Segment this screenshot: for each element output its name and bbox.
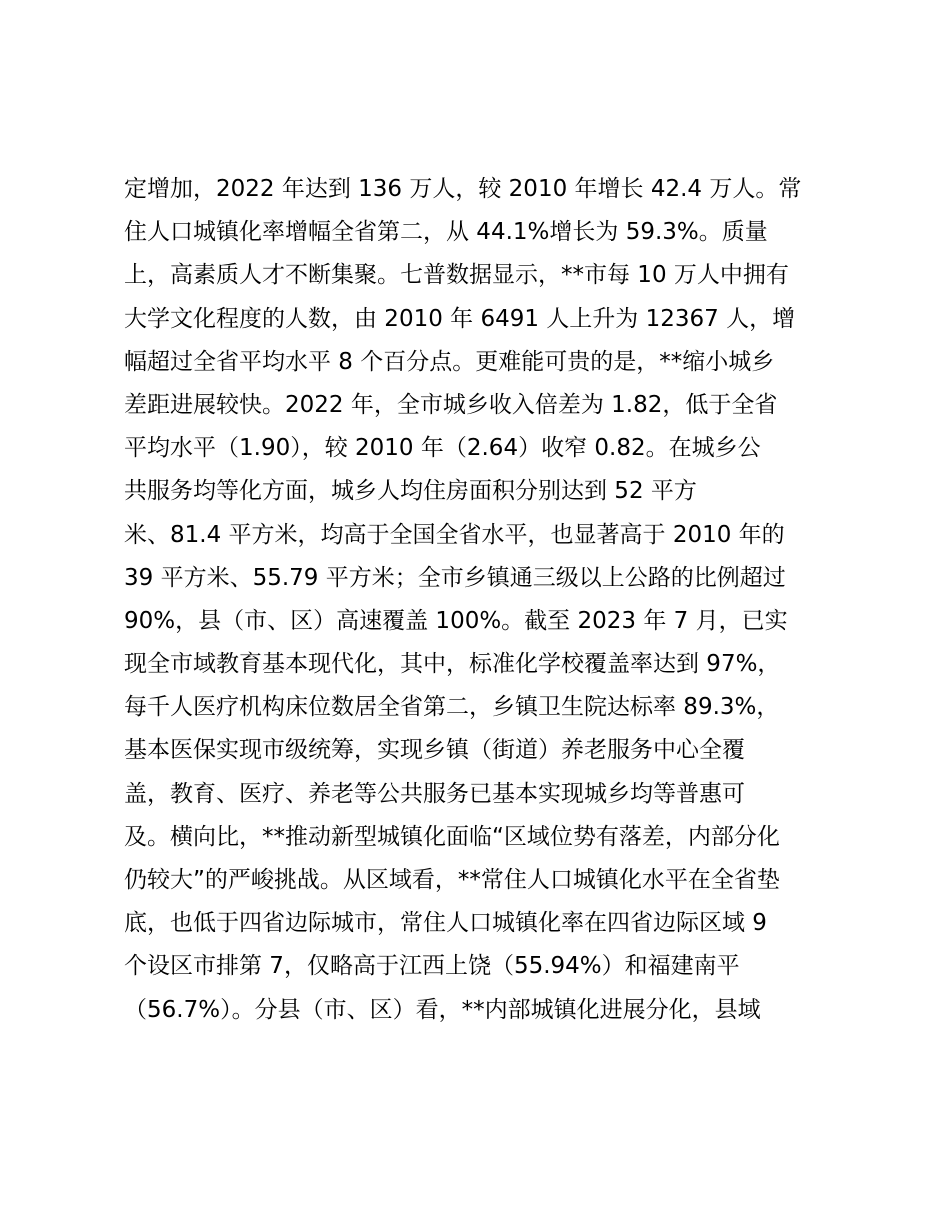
text-line-14: 基本医保实现市级统筹，实现乡镇（街道）养老服务中心全覆 — [124, 737, 745, 764]
text-line-17: 仍较大”的严峻挑战。从区域看，**常住人口城镇化水平在全省垫 — [124, 867, 780, 893]
text-line-6: 差距进展较快。2022 年，全市城乡收入倍差为 1.82，低于全省 — [124, 391, 778, 418]
text-line-8: 共服务均等化方面，城乡人均住房面积分别达到 52 平方 — [124, 478, 697, 505]
text-line-16: 及。横向比，**推动新型城镇化面临“区域位势有落差，内部分化 — [124, 823, 780, 850]
text-line-18: 底，也低于四省边际城市，常住人口城镇化率在四省边际区域 9 — [124, 910, 767, 937]
text-line-13: 每千人医疗机构床位数居全省第二，乡镇卫生院达标率 89.3%， — [124, 694, 780, 721]
text-line-12: 现全市域教育基本现代化，其中，标准化学校覆盖率达到 97%， — [124, 651, 781, 678]
text-line-4: 大学文化程度的人数，由 2010 年 6491 人上升为 12367 人，增 — [124, 305, 796, 332]
text-line-5: 幅超过全省平均水平 8 个百分点。更难能可贵的是，**缩小城乡 — [124, 348, 775, 375]
text-line-3: 上，高素质人才不断集聚。七普数据显示，**市每 10 万人中拥有 — [124, 262, 789, 289]
text-line-1: 定增加，2022 年达到 136 万人，较 2010 年增长 42.4 万人。常 — [124, 176, 802, 202]
body-text — [124, 168, 844, 1032]
text-line-15: 盖，教育、医疗、养老等公共服务已基本实现城乡均等普惠可 — [124, 780, 745, 807]
text-line-10: 39 平方米、55.79 平方米；全市乡镇通三级以上公路的比例超过 — [124, 564, 786, 591]
text-line-2: 住人口城镇化率增幅全省第二，从 44.1%增长为 59.3%。质量 — [124, 219, 768, 246]
text-line-19: 个设区市排第 7，仅略高于江西上饶（55.94%）和福建南平 — [124, 953, 740, 980]
text-line-11: 90%，县（市、区）高速覆盖 100%。截至 2023 年 7 月，已实 — [124, 607, 788, 634]
text-line-9: 米、81.4 平方米，均高于全国全省水平，也显著高于 2010 年的 — [124, 521, 785, 548]
text-line-20: （56.7%）。分县（市、区）看，**内部城镇化进展分化，县域 — [124, 996, 761, 1023]
text-line-7: 平均水平（1.90），较 2010 年（2.64）收窄 0.82。在城乡公 — [124, 435, 761, 462]
